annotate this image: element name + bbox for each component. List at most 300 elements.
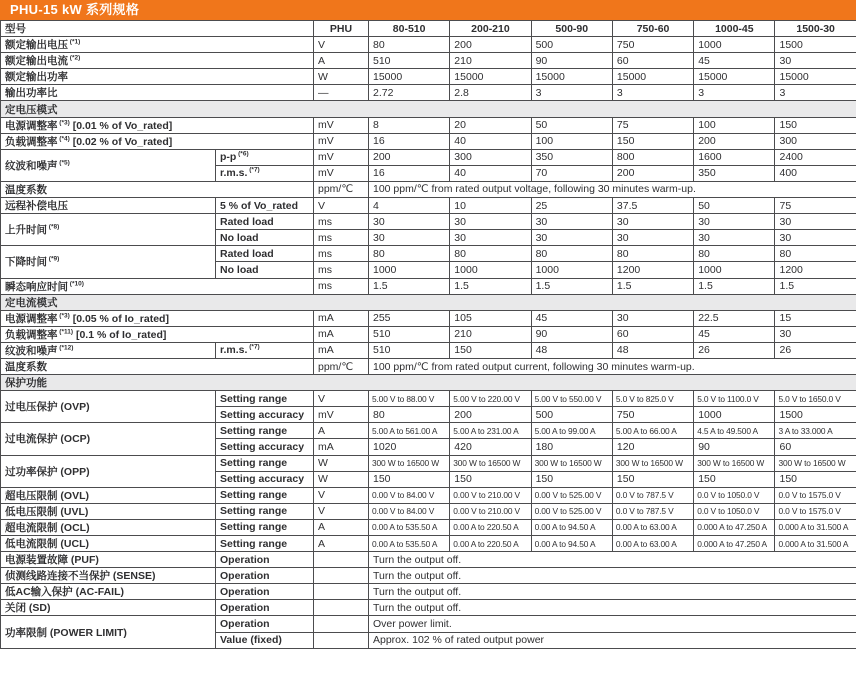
spec-sub-label: Setting accuracy [216, 471, 314, 487]
spec-sub-label: No load [216, 230, 314, 246]
spec-value: 80 [369, 407, 450, 423]
spec-param-label: 额定输出功率 [1, 69, 314, 85]
spec-unit [314, 632, 369, 648]
spec-value: 30 [612, 310, 693, 326]
spec-param-label: 输出功率比 [1, 85, 314, 101]
spec-value: 510 [369, 53, 450, 69]
spec-value: 30 [531, 214, 612, 230]
spec-value: 80 [369, 37, 450, 53]
spec-value: 5.00 V to 220.00 V [450, 391, 531, 407]
spec-row [1, 503, 856, 519]
spec-value: 30 [369, 230, 450, 246]
spec-value: 10 [450, 198, 531, 214]
spec-value-span: 100 ppm/℃ from rated output current, following 30 minutes warm-up. [369, 358, 856, 374]
spec-unit [314, 600, 369, 616]
spec-value: 1500 [775, 37, 856, 53]
spec-row [1, 37, 856, 53]
spec-param-label: 电源装置故障 (PUF) [1, 552, 216, 568]
spec-value: 2.72 [369, 85, 450, 101]
spec-sub-label: p-p $^{(*6)}$ [216, 149, 314, 165]
spec-unit: mV [314, 117, 369, 133]
spec-row [1, 181, 856, 197]
spec-value: 40 [450, 165, 531, 181]
spec-value: 8 [369, 117, 450, 133]
spec-sub-label: 5 % of Vo_rated [216, 198, 314, 214]
spec-value: 0.000 A to 47.250 A [694, 519, 775, 535]
col-header-model-750-60: 750-60 [612, 21, 693, 37]
spec-value: 0.00 A to 94.50 A [531, 536, 612, 552]
section-row [1, 101, 856, 117]
spec-value: 150 [450, 471, 531, 487]
spec-param-label: 过电压保护 (OVP) [1, 391, 216, 423]
spec-value: 5.0 V to 825.0 V [612, 391, 693, 407]
spec-value: 60 [612, 326, 693, 342]
spec-value: 150 [450, 342, 531, 358]
spec-unit: mA [314, 342, 369, 358]
spec-value: 0.0 V to 787.5 V [612, 487, 693, 503]
spec-value: 5.00 A to 231.00 A [450, 423, 531, 439]
spec-value: 1.5 [450, 278, 531, 294]
spec-value: 90 [694, 439, 775, 455]
spec-sub-label: Setting range [216, 487, 314, 503]
spec-value: 300 W to 16500 W [694, 455, 775, 471]
spec-value: 1.5 [612, 278, 693, 294]
spec-row [1, 584, 856, 600]
spec-value: 16 [369, 165, 450, 181]
spec-value: 150 [775, 471, 856, 487]
spec-value: 200 [450, 407, 531, 423]
spec-sub-label: Setting range [216, 519, 314, 535]
spec-value: 30 [775, 230, 856, 246]
spec-value: 5.00 V to 88.00 V [369, 391, 450, 407]
spec-value-span: Turn the output off. [369, 600, 856, 616]
spec-unit: V [314, 198, 369, 214]
spec-value: 4 [369, 198, 450, 214]
spec-value-span: Turn the output off. [369, 568, 856, 584]
spec-value: 0.00 A to 63.00 A [612, 519, 693, 535]
spec-value: 15000 [369, 69, 450, 85]
spec-sub-label: Setting range [216, 536, 314, 552]
spec-unit: A [314, 423, 369, 439]
spec-param-label: 纹波和噪声 $^{(*12)}$ [1, 342, 216, 358]
spec-value: 0.00 V to 210.00 V [450, 503, 531, 519]
spec-value: 15000 [450, 69, 531, 85]
spec-unit: V [314, 37, 369, 53]
spec-row [1, 568, 856, 584]
spec-value: 75 [775, 198, 856, 214]
spec-value: 5.00 A to 561.00 A [369, 423, 450, 439]
spec-row [1, 214, 856, 230]
spec-value: 80 [450, 246, 531, 262]
spec-value: 500 [531, 407, 612, 423]
spec-value: 255 [369, 310, 450, 326]
spec-unit [314, 584, 369, 600]
spec-value: 60 [612, 53, 693, 69]
spec-value: 105 [450, 310, 531, 326]
spec-param-label: 温度系数 [1, 358, 314, 374]
spec-value: 150 [612, 471, 693, 487]
spec-value: 300 W to 16500 W [612, 455, 693, 471]
spec-unit [314, 616, 369, 632]
col-header-model-500-90: 500-90 [531, 21, 612, 37]
spec-value: 40 [450, 133, 531, 149]
spec-value: 300 [775, 133, 856, 149]
spec-value: 210 [450, 326, 531, 342]
spec-unit: A [314, 519, 369, 535]
spec-value: 150 [775, 117, 856, 133]
spec-value: 0.0 V to 1050.0 V [694, 503, 775, 519]
col-header-model-80-510: 80-510 [369, 21, 450, 37]
spec-value: 350 [694, 165, 775, 181]
section-row [1, 375, 856, 391]
spec-value: 30 [612, 230, 693, 246]
spec-param-label: 低电压限制 (UVL) [1, 503, 216, 519]
spec-value: 15000 [775, 69, 856, 85]
spec-value: 1000 [369, 262, 450, 278]
spec-row [1, 455, 856, 471]
spec-value: 150 [531, 471, 612, 487]
spec-value: 150 [369, 471, 450, 487]
spec-value: 0.00 A to 535.50 A [369, 519, 450, 535]
spec-value: 1600 [694, 149, 775, 165]
spec-row [1, 358, 856, 374]
spec-value: 50 [694, 198, 775, 214]
spec-value: 45 [694, 53, 775, 69]
spec-value: 20 [450, 117, 531, 133]
spec-row [1, 536, 856, 552]
spec-value: 200 [612, 165, 693, 181]
spec-value: 0.00 V to 84.00 V [369, 503, 450, 519]
spec-value: 0.0 V to 787.5 V [612, 503, 693, 519]
spec-param-label: 过电流保护 (OCP) [1, 423, 216, 455]
spec-value: 300 W to 16500 W [775, 455, 856, 471]
spec-table [0, 20, 856, 649]
spec-value: 0.00 A to 220.50 A [450, 519, 531, 535]
spec-value: 0.00 A to 220.50 A [450, 536, 531, 552]
spec-value: 100 [694, 117, 775, 133]
spec-unit: ms [314, 214, 369, 230]
table-header-row [1, 21, 856, 37]
spec-value: 300 W to 16500 W [531, 455, 612, 471]
spec-value: 45 [531, 310, 612, 326]
spec-value: 5.00 A to 99.00 A [531, 423, 612, 439]
spec-unit: mV [314, 149, 369, 165]
spec-value: 80 [369, 246, 450, 262]
spec-value: 30 [775, 53, 856, 69]
spec-unit [314, 552, 369, 568]
spec-value: 15000 [694, 69, 775, 85]
spec-value: 750 [612, 37, 693, 53]
spec-sub-label: Rated load [216, 214, 314, 230]
spec-value: 15000 [612, 69, 693, 85]
spec-value: 30 [369, 214, 450, 230]
spec-value: 90 [531, 53, 612, 69]
spec-value: 300 W to 16500 W [450, 455, 531, 471]
page-title: PHU-15 kW 系列规格 [0, 0, 856, 20]
spec-value: 3 [612, 85, 693, 101]
spec-value: 200 [450, 37, 531, 53]
spec-row [1, 133, 856, 149]
spec-value: 350 [531, 149, 612, 165]
spec-value: 60 [775, 439, 856, 455]
spec-value: 0.0 V to 1575.0 V [775, 503, 856, 519]
spec-unit: mA [314, 310, 369, 326]
spec-value: 0.00 A to 63.00 A [612, 536, 693, 552]
spec-unit [314, 568, 369, 584]
spec-value: 70 [531, 165, 612, 181]
spec-row [1, 616, 856, 632]
spec-value: 80 [531, 246, 612, 262]
spec-row [1, 391, 856, 407]
spec-value: 48 [612, 342, 693, 358]
spec-sub-label: r.m.s. $^{(*7)}$ [216, 342, 314, 358]
spec-value: 1020 [369, 439, 450, 455]
spec-value: 30 [694, 230, 775, 246]
spec-unit: mV [314, 165, 369, 181]
spec-value: 1200 [775, 262, 856, 278]
col-header-unit: PHU [314, 21, 369, 37]
spec-value: 45 [694, 326, 775, 342]
spec-row [1, 53, 856, 69]
spec-value: 0.0 V to 1575.0 V [775, 487, 856, 503]
spec-value: 5.00 A to 66.00 A [612, 423, 693, 439]
spec-value: 25 [531, 198, 612, 214]
spec-row [1, 278, 856, 294]
spec-row [1, 85, 856, 101]
spec-row [1, 552, 856, 568]
spec-value: 510 [369, 326, 450, 342]
spec-value: 26 [775, 342, 856, 358]
spec-unit: mV [314, 133, 369, 149]
spec-value: 0.00 V to 210.00 V [450, 487, 531, 503]
spec-sub-label: Setting range [216, 503, 314, 519]
spec-value: 15 [775, 310, 856, 326]
spec-param-label: 瞬态响应时间 $^{(*10)}$ [1, 278, 314, 294]
spec-unit: ms [314, 230, 369, 246]
spec-sub-label: Rated load [216, 246, 314, 262]
spec-param-label: 低AC输入保护 (AC-FAIL) [1, 584, 216, 600]
spec-sub-label: Setting range [216, 423, 314, 439]
spec-param-label: 超电压限制 (OVL) [1, 487, 216, 503]
spec-param-label: 功率限制 (POWER LIMIT) [1, 616, 216, 648]
spec-value: 1.5 [694, 278, 775, 294]
spec-value: 0.000 A to 31.500 A [775, 536, 856, 552]
spec-unit: ppm/℃ [314, 181, 369, 197]
spec-value: 1500 [775, 407, 856, 423]
spec-sub-label: Operation [216, 552, 314, 568]
col-header-model-1500-30: 1500-30 [775, 21, 856, 37]
spec-value: 80 [612, 246, 693, 262]
spec-sub-label: Operation [216, 584, 314, 600]
spec-value: 1.5 [369, 278, 450, 294]
spec-unit: ms [314, 278, 369, 294]
spec-value: 5.00 V to 550.00 V [531, 391, 612, 407]
spec-param-label: 远程补偿电压 [1, 198, 216, 214]
spec-sub-label: Value (fixed) [216, 632, 314, 648]
spec-value: 1000 [450, 262, 531, 278]
spec-sub-label: r.m.s. $^{(*7)}$ [216, 165, 314, 181]
spec-value: 75 [612, 117, 693, 133]
spec-value: 0.00 V to 525.00 V [531, 487, 612, 503]
col-header-model: 型号 [1, 21, 314, 37]
spec-param-label: 低电流限制 (UCL) [1, 536, 216, 552]
spec-value: 2.8 [450, 85, 531, 101]
spec-unit: ppm/℃ [314, 358, 369, 374]
spec-value: 48 [531, 342, 612, 358]
spec-value: 420 [450, 439, 531, 455]
spec-value: 2400 [775, 149, 856, 165]
spec-value: 750 [612, 407, 693, 423]
spec-value: 3 [531, 85, 612, 101]
spec-value: 80 [694, 246, 775, 262]
spec-param-label: 超电流限制 (OCL) [1, 519, 216, 535]
spec-value: 50 [531, 117, 612, 133]
spec-value: 22.5 [694, 310, 775, 326]
spec-value-span: Turn the output off. [369, 584, 856, 600]
spec-unit: mA [314, 326, 369, 342]
spec-unit: W [314, 455, 369, 471]
col-header-model-1000-45: 1000-45 [694, 21, 775, 37]
spec-unit: ms [314, 262, 369, 278]
spec-unit: ms [314, 246, 369, 262]
spec-row [1, 519, 856, 535]
spec-unit: V [314, 487, 369, 503]
spec-value: 37.5 [612, 198, 693, 214]
spec-value: 4.5 A to 49.500 A [694, 423, 775, 439]
spec-sub-label: Setting accuracy [216, 439, 314, 455]
spec-sub-label: Setting range [216, 391, 314, 407]
spec-value: 0.00 A to 535.50 A [369, 536, 450, 552]
spec-value: 510 [369, 342, 450, 358]
spec-param-label: 负载调整率 $^{(*4)}$ [0.02 % of Vo_rated] [1, 133, 314, 149]
spec-value: 100 [531, 133, 612, 149]
spec-value-span: Over power limit. [369, 616, 856, 632]
spec-sub-label: Setting accuracy [216, 407, 314, 423]
spec-sub-label: Operation [216, 568, 314, 584]
spec-value: 800 [612, 149, 693, 165]
spec-value: 3 [694, 85, 775, 101]
spec-value: 1.5 [775, 278, 856, 294]
spec-value: 1.5 [531, 278, 612, 294]
spec-param-label: 上升时间 $^{(*8)}$ [1, 214, 216, 246]
spec-value: 0.00 A to 94.50 A [531, 519, 612, 535]
spec-value: 1200 [612, 262, 693, 278]
spec-value-span: Approx. 102 % of rated output power [369, 632, 856, 648]
spec-value: 5.0 V to 1100.0 V [694, 391, 775, 407]
spec-unit: V [314, 391, 369, 407]
spec-row [1, 149, 856, 165]
section-header: 定电压模式 [1, 101, 856, 117]
spec-value: 0.0 V to 1050.0 V [694, 487, 775, 503]
spec-value: 500 [531, 37, 612, 53]
spec-param-label: 额定输出电压 $^{(*1)}$ [1, 37, 314, 53]
spec-param-label: 负载调整率 $^{(*11)}$ [0.1 % of Io_rated] [1, 326, 314, 342]
spec-value: 0.000 A to 47.250 A [694, 536, 775, 552]
spec-value: 1000 [694, 407, 775, 423]
spec-row [1, 600, 856, 616]
spec-value: 200 [369, 149, 450, 165]
spec-value: 150 [612, 133, 693, 149]
spec-unit: mA [314, 439, 369, 455]
spec-value: 210 [450, 53, 531, 69]
spec-param-label: 电源调整率 $^{(*3)}$ [0.01 % of Vo_rated] [1, 117, 314, 133]
spec-param-label: 过功率保护 (OPP) [1, 455, 216, 487]
spec-unit: V [314, 503, 369, 519]
spec-unit: W [314, 471, 369, 487]
spec-value: 300 W to 16500 W [369, 455, 450, 471]
spec-value: 30 [694, 214, 775, 230]
spec-value: 0.000 A to 31.500 A [775, 519, 856, 535]
spec-param-label: 电源调整率 $^{(*3)}$ [0.05 % of Io_rated] [1, 310, 314, 326]
spec-value: 26 [694, 342, 775, 358]
spec-sub-label: Operation [216, 616, 314, 632]
spec-unit: A [314, 53, 369, 69]
spec-row [1, 310, 856, 326]
spec-row [1, 326, 856, 342]
spec-value: 90 [531, 326, 612, 342]
spec-unit: — [314, 85, 369, 101]
spec-sub-label: No load [216, 262, 314, 278]
spec-unit: mV [314, 407, 369, 423]
spec-value: 180 [531, 439, 612, 455]
spec-value-span: Turn the output off. [369, 552, 856, 568]
spec-row [1, 69, 856, 85]
spec-row [1, 246, 856, 262]
spec-row [1, 198, 856, 214]
spec-value: 15000 [531, 69, 612, 85]
spec-param-label: 关闭 (SD) [1, 600, 216, 616]
spec-param-label: 额定输出电流 $^{(*2)}$ [1, 53, 314, 69]
section-header: 保护功能 [1, 375, 856, 391]
spec-unit: W [314, 69, 369, 85]
spec-value: 16 [369, 133, 450, 149]
spec-row [1, 423, 856, 439]
spec-value: 3 A to 33.000 A [775, 423, 856, 439]
spec-value: 300 [450, 149, 531, 165]
spec-value: 1000 [694, 37, 775, 53]
spec-value: 400 [775, 165, 856, 181]
spec-value: 5.0 V to 1650.0 V [775, 391, 856, 407]
spec-value: 30 [450, 214, 531, 230]
spec-value: 0.00 V to 84.00 V [369, 487, 450, 503]
spec-value: 0.00 V to 525.00 V [531, 503, 612, 519]
spec-value: 150 [694, 471, 775, 487]
spec-param-label: 下降时间 $^{(*9)}$ [1, 246, 216, 278]
spec-value: 30 [775, 214, 856, 230]
spec-value: 30 [450, 230, 531, 246]
spec-sub-label: Setting range [216, 455, 314, 471]
col-header-model-200-210: 200-210 [450, 21, 531, 37]
spec-value: 1000 [694, 262, 775, 278]
spec-value-span: 100 ppm/℃ from rated output voltage, following 30 minutes warm-up. [369, 181, 856, 197]
spec-value: 200 [694, 133, 775, 149]
spec-param-label: 温度系数 [1, 181, 314, 197]
spec-param-label: 侦测线路连接不当保护 (SENSE) [1, 568, 216, 584]
spec-value: 3 [775, 85, 856, 101]
spec-row [1, 117, 856, 133]
section-header: 定电流模式 [1, 294, 856, 310]
spec-row [1, 487, 856, 503]
section-row [1, 294, 856, 310]
spec-sub-label: Operation [216, 600, 314, 616]
spec-value: 30 [612, 214, 693, 230]
spec-unit: A [314, 536, 369, 552]
spec-value: 80 [775, 246, 856, 262]
spec-value: 120 [612, 439, 693, 455]
spec-param-label: 纹波和噪声 $^{(*5)}$ [1, 149, 216, 181]
spec-value: 1000 [531, 262, 612, 278]
spec-value: 30 [775, 326, 856, 342]
